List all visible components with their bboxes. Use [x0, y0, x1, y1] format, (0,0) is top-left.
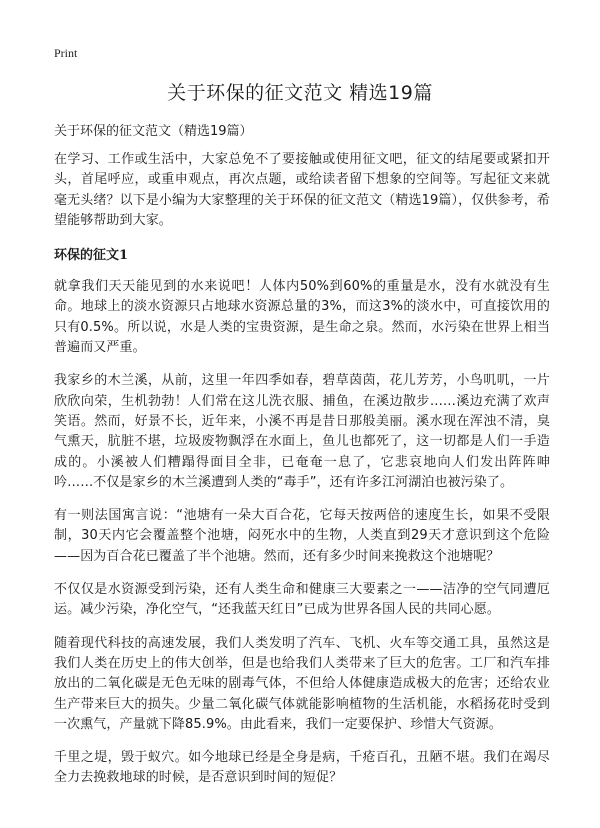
- section-heading: 环保的征文1: [54, 248, 129, 264]
- body-paragraph-3: 有一则法国寓言说：“池塘有一朵大百合花，它每天按两倍的速度生长，如果不受限制，30天内它会覆盖整个池塘，闷死水中的生物，人类直到29天才意识到这个危险——因为百合花已覆盖了半个池塘。然而，还有多少时间来挽救这个池塘呢？: [54, 508, 550, 564]
- body-paragraph-5: 随着现代科技的高速发展，我们人类发明了汽车、飞机、火车等交通工具，虽然这是我们人类在历史上的伟大创举，但是也给我们人类带来了巨大的危害。工厂和汽车排放出的二氧化碳是无色无味的剧毒气体，不但给人体健康造成极大的危害；还给农业生产带来巨大的损失。少量二氧化碳气体就能影响植物的生活机能，水稻扬花时受到一次熏气，产量就下降85.9%。由此看来，我们一定要保护、珍惜大气资源。: [54, 635, 550, 732]
- page-title: 关于环保的征文范文 精选19篇: [167, 82, 433, 104]
- body-paragraph-1: 就拿我们天天能见到的水来说吧！人体内50%到60%的重量是水，没有水就没有生命。地球上的淡水资源只占地球水资源总量的3%，而这3%的淡水中，可直接饮用的只有0.5%。所以说，水是人类的宝贵资源，是生命之泉。然而，水污染在世界上相当普遍而又严重。: [54, 279, 550, 356]
- intro-paragraph: 在学习、工作或生活中，大家总免不了要接触或使用征文吧，征文的结尾要或紧扣开头，首尾呼应，或重申观点，再次点题，或给读者留下想象的空间等。写起征文来就毫无头绪？以下是小编为大家整理的关于环保的征文范文（精选19篇），仅供参考，希望能够帮助到大家。: [54, 152, 550, 228]
- print-link[interactable]: Print: [54, 46, 78, 60]
- document-subtitle: 关于环保的征文范文（精选19篇）: [54, 124, 253, 139]
- body-paragraph-4: 不仅仅是水资源受到污染，还有人类生命和健康三大要素之一——洁净的空气同遭厄运。减少污染，净化空气，“还我蓝天红日”已成为世界各国人民的共同心愿。: [54, 582, 550, 618]
- body-paragraph-6: 千里之堤，毁于蚁穴。如今地球已经是全身是病，千疮百孔，丑陋不堪。我们在竭尽全力去挽救地球的时候，是否意识到时间的短促？: [54, 750, 550, 786]
- article-body: [54, 150, 550, 802]
- body-paragraph-2: 我家乡的木兰溪，从前，这里一年四季如春，碧草茵茵，花儿芳芳，小鸟叽叽，一片欣欣向荣，生机勃勃！人们常在这儿洗衣服、捕鱼，在溪边散步……溪边充满了欢声笑语。然而，好景不长，近年来，小溪不再是昔日那般美丽。溪水现在浑浊不清，臭气熏天，肮脏不堪，垃圾废物飘浮在水面上，鱼儿也都死了，这一切都是人们一手造成的。小溪被人们糟蹋得面目全非，已奄奄一息了，它悲哀地向人们发出阵阵呻吟……不仅是家乡的木兰溪遭到人类的“毒手”，还有许多江河湖泊也被污染了。: [54, 373, 550, 490]
